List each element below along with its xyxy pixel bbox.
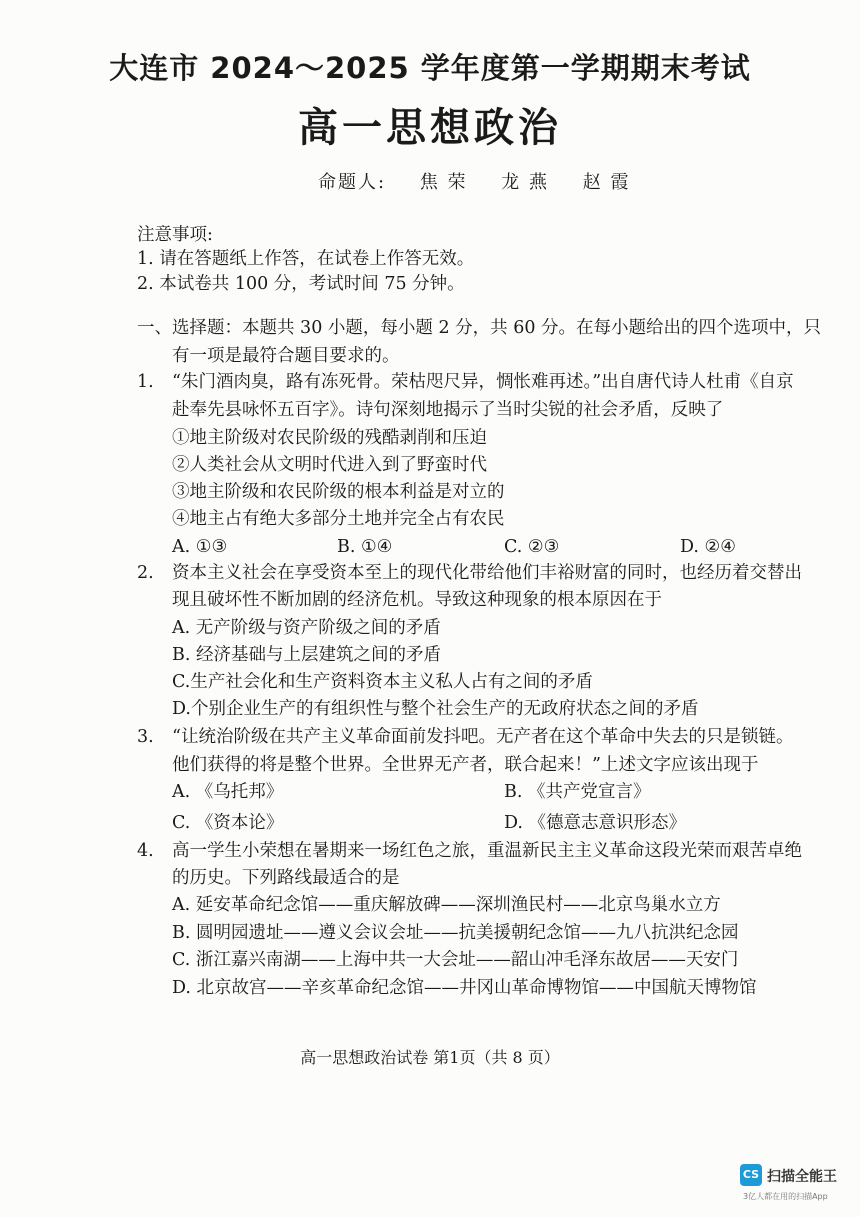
question-number: 3. — [137, 727, 154, 747]
option: C. ②③ — [504, 537, 560, 557]
option: D. 北京故宫——辛亥革命纪念馆——井冈山革命博物馆——中国航天博物馆 — [172, 978, 757, 998]
option: B. 经济基础与上层建筑之间的矛盾 — [172, 645, 441, 665]
option: A. 延安革命纪念馆——重庆解放碑——深圳渔民村——北京鸟巢水立方 — [172, 895, 721, 915]
option: B. ①④ — [337, 537, 393, 557]
author-label: 命题人: — [318, 172, 387, 193]
question-stem: 高一学生小荣想在暑期来一场红色之旅，重温新民主主义革命这段光荣而艰苦卓绝 — [172, 841, 802, 861]
section-heading: 一、选择题：本题共 30 小题，每小题 2 分，共 60 分。在每小题给出的四个选项中，只 — [137, 318, 822, 338]
question-number: 4. — [137, 841, 154, 861]
scanner-logo-icon: CS — [740, 1164, 762, 1186]
page-footer: 高一思想政治试卷 第1页（共 8 页） — [300, 1048, 560, 1067]
option: D. 《德意志意识形态》 — [504, 813, 687, 833]
question-stem: 赴奉先县咏怀五百字》。诗句深刻地揭示了当时尖锐的社会矛盾，反映了 — [172, 400, 724, 420]
option: C.生产社会化和生产资料资本主义私人占有之间的矛盾 — [172, 672, 593, 692]
statement-item: ③地主阶级和农民阶级的根本利益是对立的 — [172, 482, 505, 502]
option: C. 浙江嘉兴南湖——上海中共一大会址——韶山冲毛泽东故居——天安门 — [172, 950, 739, 970]
option: C. 《资本论》 — [172, 813, 284, 833]
notes-item: 1. 请在答题纸上作答，在试卷上作答无效。 — [137, 249, 475, 269]
subject-title: 高一思想政治 — [298, 105, 562, 151]
option: D.个别企业生产的有组织性与整个社会生产的无政府状态之间的矛盾 — [172, 699, 699, 719]
notes-item: 2. 本试卷共 100 分，考试时间 75 分钟。 — [137, 274, 465, 294]
question-stem: 的历史。下列路线最适合的是 — [172, 868, 400, 888]
option: B. 《共产党宣言》 — [504, 782, 651, 802]
notes-heading: 注意事项: — [137, 225, 213, 245]
statement-item: ②人类社会从文明时代进入到了野蛮时代 — [172, 455, 487, 475]
exam-title: 大连市 2024～2025 学年度第一学期期末考试 — [109, 51, 751, 85]
scanner-tagline: 3亿人都在用的扫描App — [743, 1192, 828, 1201]
question-stem: “朱门酒肉臭，路有冻死骨。荣枯咫尺异，惆怅难再述。”出自唐代诗人杜甫《自京 — [172, 372, 794, 392]
question-number: 2. — [137, 563, 154, 583]
author-name: 龙 燕 — [501, 172, 550, 193]
option: A. 《乌托邦》 — [172, 782, 284, 802]
option: B. 圆明园遗址——遵义会议会址——抗美援朝纪念馆——九八抗洪纪念园 — [172, 923, 739, 943]
author-name: 赵 霞 — [582, 172, 631, 193]
option: A. ①③ — [172, 537, 228, 557]
author-name: 焦 荣 — [419, 172, 468, 193]
question-stem: 现且破坏性不断加剧的经济危机。导致这种现象的根本原因在于 — [172, 590, 662, 610]
statement-item: ①地主阶级对农民阶级的残酷剥削和压迫 — [172, 428, 487, 448]
section-heading-cont: 有一项是最符合题目要求的。 — [172, 346, 400, 366]
option: A. 无产阶级与资产阶级之间的矛盾 — [172, 618, 441, 638]
question-stem: 他们获得的将是整个世界。全世界无产者，联合起来！”上述文字应该出现于 — [172, 755, 759, 775]
authors-line — [318, 168, 656, 194]
option: D. ②④ — [680, 537, 736, 557]
scanner-name: 扫描全能王 — [767, 1169, 837, 1185]
question-stem: “让统治阶级在共产主义革命面前发抖吧。无产者在这个革命中失去的只是锁链。 — [172, 727, 794, 747]
question-number: 1. — [137, 372, 154, 392]
statement-item: ④地主占有绝大多部分土地并完全占有农民 — [172, 509, 505, 529]
question-stem: 资本主义社会在享受资本至上的现代化带给他们丰裕财富的同时，也经历着交替出 — [172, 563, 802, 583]
